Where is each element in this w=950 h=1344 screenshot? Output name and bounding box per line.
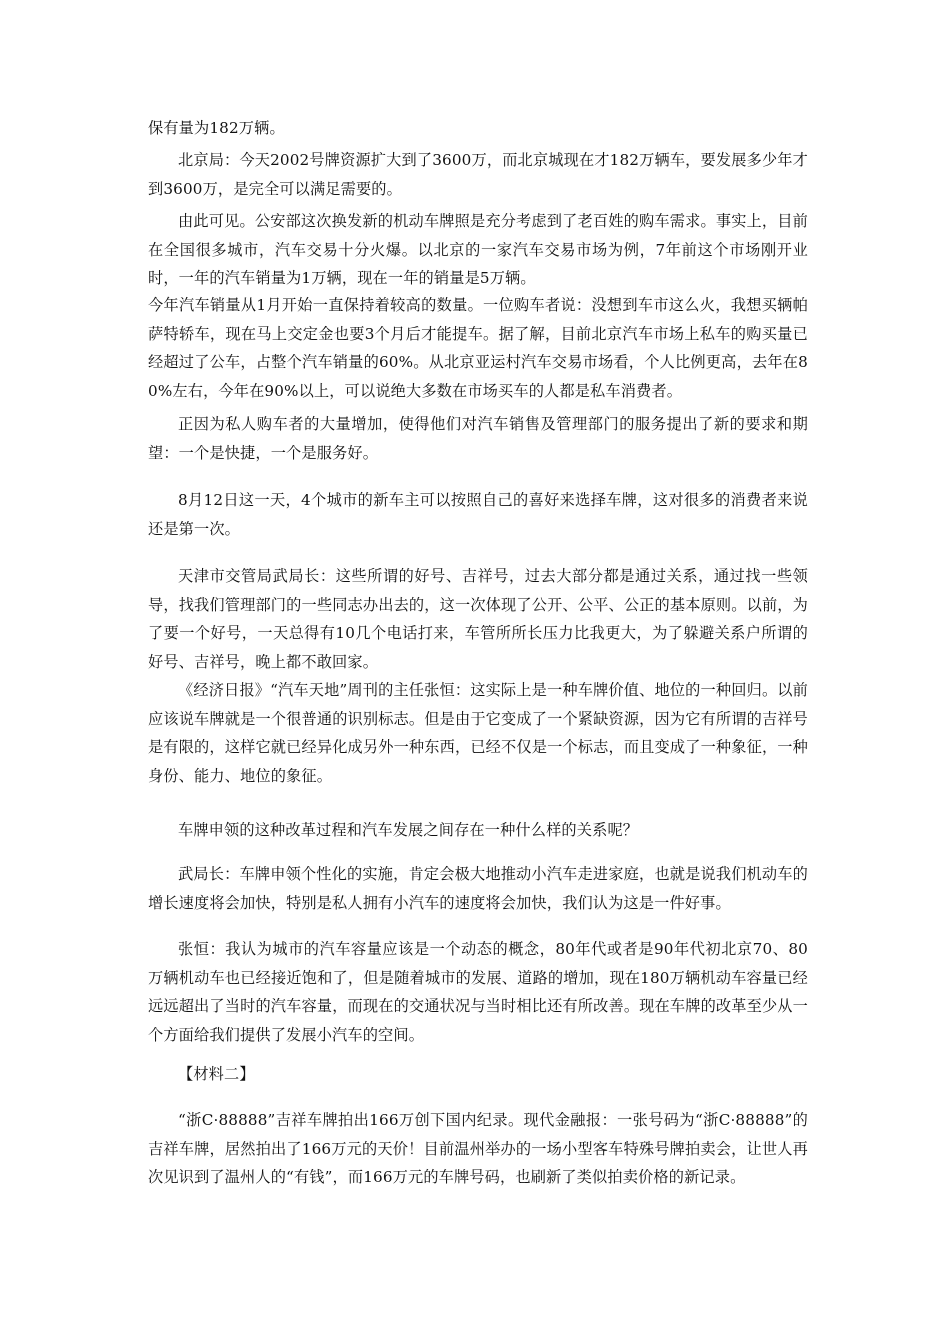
paragraph-auction-record: “浙C·88888”吉祥车牌拍出166万创下国内纪录。现代金融报：一张号码为“浙C·88888”的吉祥车牌，居然拍出了166万元的天价！目前温州举办的一场小型客车特殊号牌拍卖会，让世人再次见识到了温州人的“有钱”，而166万元的车牌号码，也刷新了类似拍卖价格的新记录。	[148, 1111, 808, 1187]
paragraph-economic-daily: 《经济日报》“汽车天地”周刊的主任张恒：这实际上是一种车牌价值、地位的一种回归。以前应该说车牌就是一个很普通的识别标志。但是由于它变成了一个紧缺资源，因为它有所谓的吉祥号是有限的，这样它就已经异化成另外一种东西，已经不仅是一个标志，而且变成了一种象征，一种身份、能力、地位的象征。	[148, 681, 808, 785]
paragraph-vehicle-count: 保有量为182万辆。	[148, 119, 285, 137]
paragraph-director-wu: 武局长：车牌申领个性化的实施，肯定会极大地推动小汽车走进家庭，也就是说我们机动车的增长速度将会加快，特别是私人拥有小汽车的速度将会加快，我们认为这是一件好事。	[148, 865, 808, 912]
paragraph-august-12: 8月12日这一天，4个城市的新车主可以按照自己的喜好来选择车牌，这对很多的消费者来说还是第一次。	[148, 491, 808, 538]
paragraph-tianjin-director: 天津市交管局武局长：这些所谓的好号、吉祥号，过去大部分都是通过关系，通过找一些领导，找我们管理部门的一些同志办出去的，这一次体现了公开、公平、公正的基本原则。以前，为了要一个好号，一天总得有10几个电话打来，车管所所长压力比我更大，为了躲避关系户所谓的好号、吉祥号，晚上都不敢回家。	[148, 567, 808, 671]
paragraph-beijing-bureau: 北京局：今天2002号牌资源扩大到了3600万，而北京城现在才182万辆车，要发展多少年才到3600万，是完全可以满足需要的。	[148, 151, 808, 198]
paragraph-sales-volume: 今年汽车销量从1月开始一直保持着较高的数量。一位购车者说：没想到车市这么火，我想买辆帕萨特轿车，现在马上交定金也要3个月后才能提车。据了解，目前北京汽车市场上私车的购买量已经超过了公车，占整个汽车销量的60%。从北京亚运村汽车交易市场看，个人比例更高，去年在80%左右，今年在90%以上，可以说绝大多数在市场买车的人都是私车消费者。	[148, 296, 808, 400]
paragraph-private-buyers: 正因为私人购车者的大量增加，使得他们对汽车销售及管理部门的服务提出了新的要求和期望：一个是快捷，一个是服务好。	[148, 415, 808, 462]
paragraph-question: 车牌申领的这种改革过程和汽车发展之间存在一种什么样的关系呢？	[178, 821, 639, 839]
section-heading-material-two: 【材料二】	[178, 1065, 255, 1083]
paragraph-demand-analysis: 由此可见。公安部这次换发新的机动车牌照是充分考虑到了老百姓的购车需求。事实上，目前在全国很多城市，汽车交易十分火爆。以北京的一家汽车交易市场为例，7年前这个市场刚开业时，一年的汽车销量为1万辆，现在一年的销量是5万辆。	[148, 212, 808, 288]
paragraph-zhang-heng: 张恒：我认为城市的汽车容量应该是一个动态的概念，80年代或者是90年代初北京70、80万辆机动车也已经接近饱和了，但是随着城市的发展、道路的增加，现在180万辆机动车容量已经远远超出了当时的汽车容量，而现在的交通状况与当时相比还有所改善。现在车牌的改革至少从一个方面给我们提供了发展小汽车的空间。	[148, 940, 808, 1044]
